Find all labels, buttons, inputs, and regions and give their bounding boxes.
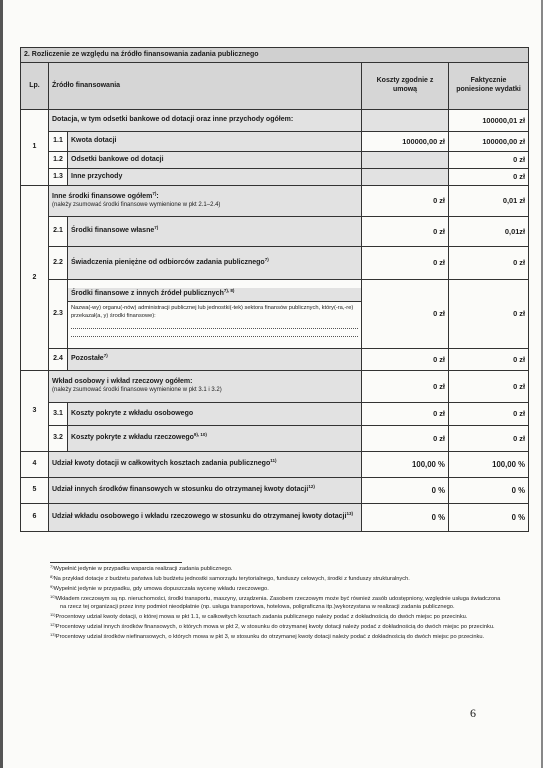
row-2-1-actual: 0,01zł: [449, 217, 529, 247]
row-2-3-planned: 0 zł: [362, 280, 449, 349]
row-1-3: [21, 169, 529, 186]
row-3-2-sup: 9), 10): [193, 432, 207, 438]
row-2-lp: 2: [21, 186, 49, 371]
row-4-sup: 11): [270, 458, 277, 464]
row-2-4-num: 2.4: [49, 349, 68, 371]
row-1-lp: 1: [21, 110, 49, 186]
row-1-actual: 100000,01 zł: [449, 110, 529, 132]
row-1-3-planned: [362, 169, 449, 186]
row-5-lp: 5: [21, 478, 49, 504]
row-4: [21, 452, 529, 478]
footnote-7-text: Wypełnić jedynie w przypadku wsparcia realizacji zadania publicznego.: [53, 566, 233, 572]
row-2-3-label: Środki finansowe z innych źródeł publicznych: [71, 289, 224, 297]
row-2-2-num: 2.2: [49, 247, 68, 280]
row-3-2-num: 3.2: [49, 426, 68, 452]
row-3-label: Wkład osobowy i wkład rzeczowy ogółem:: [52, 378, 193, 386]
row-2-3-label-cell: [68, 280, 362, 349]
footnote-12-text: Procentowy udział innych środków finansowych, o których mowa w pkt 2, w stosunku do otrzymanej kwoty dotacji należy podać z dokładnością do dwóch miejsc po przecinku.: [55, 624, 495, 631]
row-3-2-actual: 0 zł: [449, 426, 529, 452]
footnote-12-num: 12): [50, 622, 56, 628]
row-2-note: (należy zsumować środki finansowe wymienione w pkt 2.1–2.4): [52, 201, 221, 208]
row-3-1-planned: 0 zł: [362, 403, 449, 426]
row-4-label: Udział kwoty dotacji w całkowitych kosztach zadania publicznego: [52, 460, 271, 468]
row-6-label-cell: [49, 504, 362, 532]
row-4-planned: 100,00 %: [362, 452, 449, 478]
row-1-label: Dotacja, w tym odsetki bankowe od dotacji oraz inne przychody ogółem:: [49, 110, 362, 132]
row-1-3-label: Inne przychody: [68, 169, 362, 186]
row-2-sup: 7): [152, 190, 157, 196]
row-3-2-planned: 0 zł: [362, 426, 449, 452]
row-1-1-actual: 100000,00 zł: [449, 132, 529, 152]
row-5-actual: 0 %: [449, 478, 529, 504]
row-2-3-num: 2.3: [49, 280, 68, 349]
row-2-4-planned: 0 zł: [362, 349, 449, 371]
footnote-13-text: Procentowy udział środków niefinansowych, o których mowa w pkt 3, w stosunku do otrzymanej kwoty dotacji należy podać z dokładnością do dwóch miejsc po przecinku.: [55, 634, 485, 641]
row-3-2-label: Koszty pokryte z wkładu rzeczowego: [71, 434, 194, 442]
footnote-7-num: 7): [50, 564, 54, 569]
row-6-actual: 0 %: [449, 504, 529, 532]
row-2-label-cell: [49, 186, 362, 217]
row-1-planned: [362, 110, 449, 132]
row-2-label: Inne środki finansowe ogółem: [52, 192, 153, 200]
row-1-1-label: Kwota dotacji: [68, 132, 362, 152]
row-5-label: Udział innych środków finansowych w stosunku do otrzymanej kwoty dotacji: [52, 486, 309, 494]
row-6-lp: 6: [21, 504, 49, 532]
row-5-label-cell: [49, 478, 362, 504]
row-2-3: [21, 280, 529, 349]
row-5-sup: 12): [308, 484, 315, 490]
row-2-1-label: Środki finansowe własne: [71, 227, 155, 235]
row-2-label-tail: :: [156, 192, 159, 200]
footnote-8-num: 8): [50, 574, 54, 580]
row-3-lp: 3: [21, 371, 49, 452]
footnote-9: [50, 586, 505, 594]
footnote-7: [50, 566, 505, 574]
row-2-2-label-cell: [68, 247, 362, 280]
row-2-1-planned: 0 zł: [362, 217, 449, 247]
header-source: Źródło finansowania: [49, 63, 362, 110]
row-2-4-label: Pozostałe: [71, 355, 104, 363]
row-2-2-label: Świadczenia pieniężne od odbiorców zadania publicznego: [71, 258, 265, 266]
row-2-3-dots-2: [71, 330, 358, 337]
row-3-label-cell: [49, 371, 362, 403]
financing-table: [20, 47, 529, 532]
page-number: 6: [470, 706, 476, 720]
footnote-separator: [50, 562, 182, 563]
header-actual: Faktycznie poniesione wydatki: [449, 63, 529, 110]
row-3-1: [21, 403, 529, 426]
row-2-3-title: [68, 288, 361, 302]
row-3-planned: 0 zł: [362, 371, 449, 403]
row-2-1-num: 2.1: [49, 217, 68, 247]
row-3-1-num: 3.1: [49, 403, 68, 426]
row-2-actual: 0,01 zł: [449, 186, 529, 217]
footnote-9-num: 9): [50, 584, 54, 590]
row-3-1-actual: 0 zł: [449, 403, 529, 426]
row-1-2-num: 1.2: [49, 152, 68, 169]
row-1-2-label: Odsetki bankowe od dotacji: [68, 152, 362, 169]
row-4-actual: 100,00 %: [449, 452, 529, 478]
footnote-10: [50, 596, 505, 611]
footnote-8: [50, 576, 505, 584]
section-title: 2. Rozliczenie ze względu na źródło finansowania zadania publicznego: [21, 48, 529, 63]
scan-edge-left: [0, 0, 3, 768]
row-2-1-sup: 7): [154, 225, 159, 231]
row-2-4-label-cell: [68, 349, 362, 371]
row-1-2-actual: 0 zł: [449, 152, 529, 169]
row-3-note: (należy zsumować środki finansowe wymienione w pkt 3.1 i 3.2): [52, 387, 222, 394]
row-2-2: [21, 247, 529, 280]
row-2-3-sub-block: [68, 302, 361, 341]
row-4-label-cell: [49, 452, 362, 478]
row-3-actual: 0 zł: [449, 371, 529, 403]
row-2-4: [21, 349, 529, 371]
row-2-4-sup: 7): [103, 353, 108, 359]
row-1-1-num: 1.1: [49, 132, 68, 152]
footnote-13-num: 13): [50, 632, 56, 638]
header-lp: Lp.: [21, 63, 49, 110]
row-2-1: [21, 217, 529, 247]
row-1-2-planned: [362, 152, 449, 169]
footnote-10-num: 10): [50, 594, 56, 600]
row-2: [21, 186, 529, 217]
row-2-planned: 0 zł: [362, 186, 449, 217]
footnote-12: [50, 624, 505, 632]
row-1-3-num: 1.3: [49, 169, 68, 186]
row-1-2: [21, 152, 529, 169]
row-1-1: [21, 132, 529, 152]
row-6-sup: 13): [346, 511, 353, 517]
header-row: [21, 63, 529, 110]
section-title-row: [21, 48, 529, 63]
row-2-2-actual: 0 zł: [449, 247, 529, 280]
row-2-2-sup: 7): [264, 256, 269, 262]
footnote-13: [50, 634, 505, 642]
row-1-3-actual: 0 zł: [449, 169, 529, 186]
row-2-3-actual: 0 zł: [449, 280, 529, 349]
row-3: [21, 371, 529, 403]
row-5: [21, 478, 529, 504]
row-4-lp: 4: [21, 452, 49, 478]
row-3-2-label-cell: [68, 426, 362, 452]
row-2-2-planned: 0 zł: [362, 247, 449, 280]
row-2-1-label-cell: [68, 217, 362, 247]
row-2-4-actual: 0 zł: [449, 349, 529, 371]
row-2-3-sub: Nazwa(-wy) organu(-nów) administracji publicznej lub jednostki(-tek) sektora finansów publicznych, który(-ra,-re) przekazał(a, y) środki finansowe):: [71, 304, 354, 320]
row-6: [21, 504, 529, 532]
row-1: [21, 110, 529, 132]
row-2-3-sup: 7), 8): [223, 287, 235, 293]
row-3-1-label: Koszty pokryte z wkładu osobowego: [68, 403, 362, 426]
header-planned: Koszty zgodnie z umową: [362, 63, 449, 110]
footnote-9-text: Wypełnić jedynie w przypadku, gdy umowa dopuszczała wycenę wkładu rzeczowego.: [53, 586, 269, 593]
row-2-3-dots-1: [71, 322, 358, 329]
row-6-label: Udział wkładu osobowego i wkładu rzeczowego w stosunku do otrzymanej kwoty dotacji: [52, 513, 347, 521]
row-5-planned: 0 %: [362, 478, 449, 504]
footnote-11-text: Procentowy udział kwoty dotacji, o której mowa w pkt 1.1, w całkowitych kosztach zadania publicznego należy podać z dokładnością do dwóch miejsc po przecinku.: [55, 613, 468, 620]
footnote-11-num: 11): [50, 611, 56, 617]
footnotes: [50, 566, 505, 644]
footnote-8-text: Na przykład dotacje z budżetu państwa lub budżetu jednostki samorządu terytorialnego, funduszy celowych, środki z funduszy strukturalnych.: [53, 576, 410, 583]
footnote-11: [50, 611, 505, 622]
row-3-2: [21, 426, 529, 452]
row-1-1-planned: 100000,00 zł: [362, 132, 449, 152]
footnote-10-text: Wkładem rzeczowym są np. nieruchomości, środki transportu, maszyny, urządzenia. Zasobem rzeczowym może być również zasób udostępniony, względnie usługa świadczona na rzecz tej organizacji przez inny podmiot nieodpłatnie (np. usługa transportowa, hotelowa, poligraficzna itp.)wykorzystana w realizacji zadania publicznego.: [55, 596, 501, 610]
row-6-planned: 0 %: [362, 504, 449, 532]
